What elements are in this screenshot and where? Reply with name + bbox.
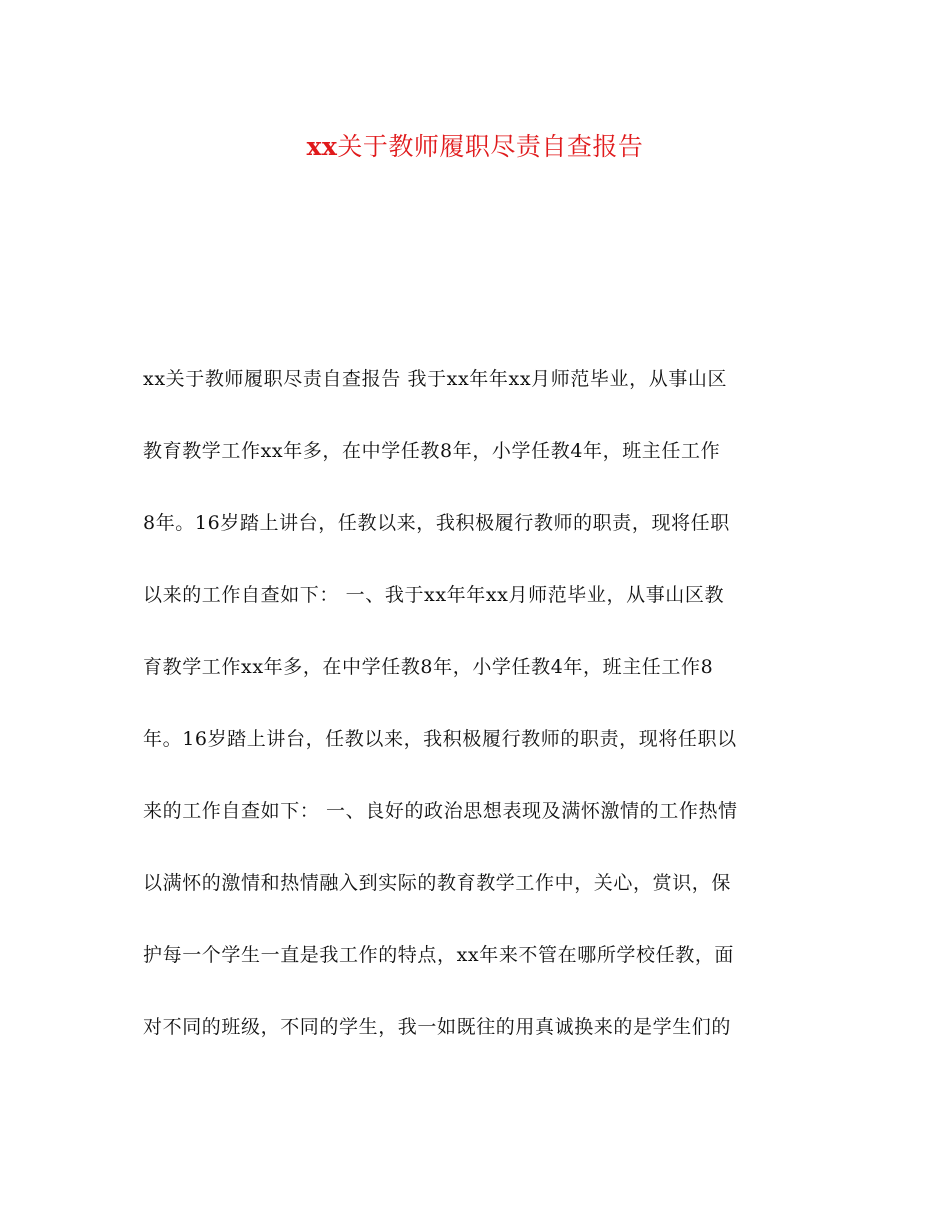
body-line: 对不同的班级，不同的学生，我一如既往的用真诚换来的是学生们的 <box>143 1016 732 1038</box>
document-title-prefix: xx <box>306 132 338 161</box>
body-line: 年。16岁踏上讲台，任教以来，我积极履行教师的职责，现将任职以 <box>143 728 737 750</box>
document-title <box>0 130 950 164</box>
body-line: 来的工作自查如下： 一、良好的政治思想表现及满怀激情的工作热情 <box>143 800 738 822</box>
body-line: 育教学工作xx年多，在中学任教8年，小学任教4年，班主任工作8 <box>143 656 714 678</box>
document-body <box>143 360 813 1080</box>
body-line: 护每一个学生一直是我工作的特点，xx年来不管在哪所学校任教，面 <box>143 944 735 966</box>
document-title-main: 关于教师履职尽责自查报告 <box>337 132 644 161</box>
body-line: 8年。16岁踏上讲台，任教以来，我积极履行教师的职责，现将任职 <box>143 512 730 534</box>
body-line: 以来的工作自查如下： 一、我于xx年年xx月师范毕业，从事山区教 <box>143 584 725 606</box>
body-line: 教育教学工作xx年多，在中学任教8年，小学任教4年，班主任工作 <box>143 440 721 462</box>
body-line: xx关于教师履职尽责自查报告 我于xx年年xx月师范毕业，从事山区 <box>143 368 728 390</box>
body-line: 以满怀的激情和热情融入到实际的教育教学工作中，关心，赏识，保 <box>143 872 732 894</box>
